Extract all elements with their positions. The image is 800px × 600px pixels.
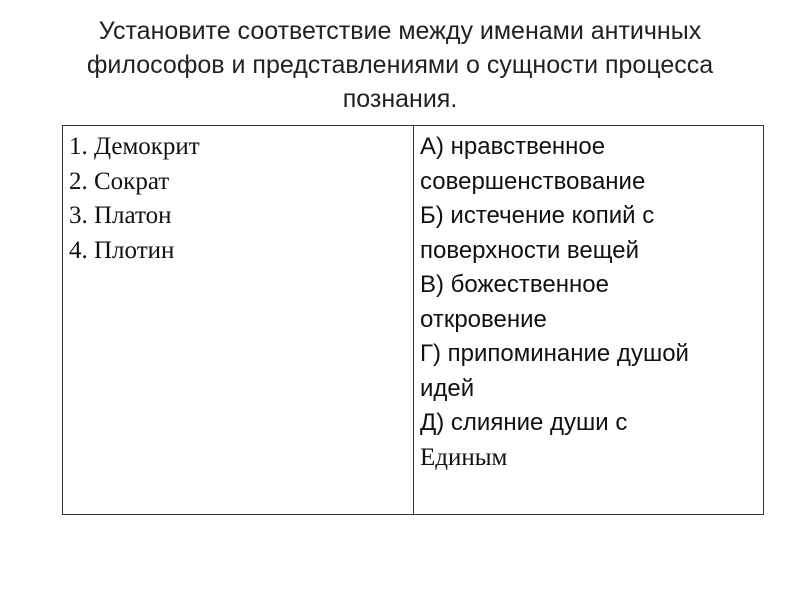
title-line: познания.: [342, 85, 458, 113]
concepts-column: [414, 126, 764, 515]
philosopher-item: 3. Платон: [69, 202, 172, 229]
concept-line: А) нравственное: [420, 133, 606, 160]
title-line: философов и представлениями о сущности процесса: [86, 51, 714, 79]
concept-item: [420, 268, 757, 337]
philosopher-item: 1. Демокрит: [69, 133, 200, 160]
table-row: [63, 126, 764, 515]
philosopher-item: 2. Сократ: [69, 167, 170, 195]
title-line: Установите соответствие между именами античных: [98, 17, 702, 45]
concept-line: поверхности вещей: [420, 236, 639, 264]
concept-line: совершенствование: [420, 167, 646, 195]
concept-item: [420, 199, 757, 268]
concept-item: [420, 130, 757, 199]
concept-line: Д) слияние души с: [420, 409, 628, 436]
concept-line: идей: [420, 374, 475, 402]
matching-table: [62, 125, 764, 515]
concept-line: В) божественное: [420, 271, 609, 298]
concept-line: Единым: [420, 443, 508, 471]
concept-line: Г) припоминание душой: [420, 340, 689, 367]
concept-line: откровение: [420, 305, 547, 333]
slide-title: [40, 14, 760, 116]
philosopher-item: 4. Плотин: [69, 236, 175, 264]
concept-item: [420, 337, 757, 406]
concept-line: Б) истечение копий с: [420, 202, 655, 229]
concept-item: [420, 406, 757, 475]
philosophers-column: [63, 126, 414, 515]
